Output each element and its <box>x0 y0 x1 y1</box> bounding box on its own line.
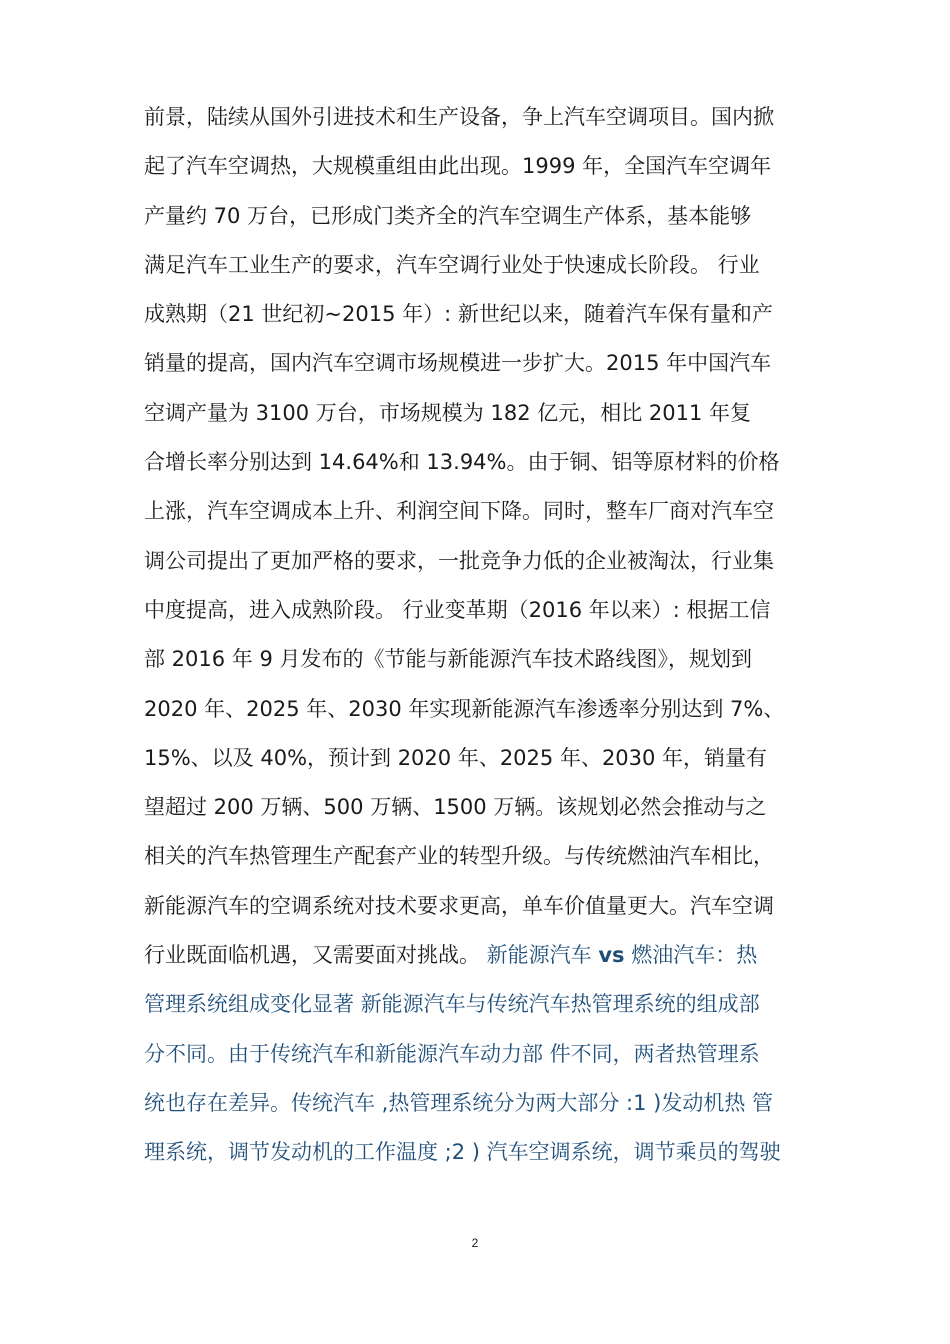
text-line: 合增长率分别达到 14.64%和 13.94%。由于铜、铝等原材料的价格 <box>144 450 780 475</box>
text-line: 相关的汽车热管理生产配套产业的转型升级。与传统燃油汽车相比， <box>144 844 774 869</box>
section-heading-vs: vs <box>598 943 625 968</box>
blue-text-line: 分不同。由于传统汽车和新能源汽车动力部 件不同，两者热管理系 <box>144 1041 760 1066</box>
blue-text-line: 统也存在差异。传统汽车 ,热管理系统分为两大部分 :1 )发动机热 管 <box>144 1090 774 1115</box>
text-line: 调公司提出了更加严格的要求，一批竞争力低的企业被淘汰，行业集 <box>144 548 774 573</box>
text-line: 成熟期（21 世纪初~2015 年）: 新世纪以来，随着汽车保有量和产 <box>144 302 773 327</box>
blue-text-line: 管理系统组成变化显著 新能源汽车与传统汽车热管理系统的组成部 <box>144 992 760 1017</box>
text-line: 前景，陆续从国外引进技术和生产设备，争上汽车空调项目。国内掀 <box>144 105 774 129</box>
blue-text-line: 理系统，调节发动机的工作温度 ;2 ) 汽车空调系统，调节乘员的驾驶 <box>144 1140 781 1165</box>
mixed-text-line <box>144 931 824 980</box>
text-line: 中度提高，进入成熟阶段。 行业变革期（2016 年以来）: 根据工信 <box>144 597 771 622</box>
text-line: 15%、以及 40%，预计到 2020 年、2025 年、2030 年，销量有 <box>144 745 768 770</box>
text-line: 满足汽车工业生产的要求，汽车空调行业处于快速成长阶段。 行业 <box>144 252 760 277</box>
text-line: 空调产量为 3100 万台，市场规模为 182 亿元，相比 2011 年复 <box>144 400 752 425</box>
text-line: 新能源汽车的空调系统对技术要求更高，单车价值量更大。汽车空调 <box>144 893 774 918</box>
body-text <box>144 93 824 1178</box>
text-line: 部 2016 年 9 月发布的《节能与新能源汽车技术路线图》，规划到 <box>144 647 753 672</box>
text-line: 2020 年、2025 年、2030 年实现新能源汽车渗透率分别达到 7%、 <box>144 696 785 721</box>
text-line: 销量的提高，国内汽车空调市场规模进一步扩大。2015 年中国汽车 <box>144 351 772 376</box>
text-line: 起了汽车空调热，大规模重组由此出现。1999 年，全国汽车空调年 <box>144 154 772 179</box>
text-segment: 行业既面临机遇，又需要面对挑战。 <box>144 943 480 968</box>
page-number: 2 <box>471 1236 479 1250</box>
text-line: 上涨，汽车空调成本上升、利润空间下降。同时，整车厂商对汽车空 <box>144 499 774 524</box>
text-line: 产量约 70 万台，已形成门类齐全的汽车空调生产体系，基本能够 <box>144 203 752 228</box>
text-line: 望超过 200 万辆、500 万辆、1500 万辆。该规划必然会推动与之 <box>144 795 767 820</box>
section-heading-part: 燃油汽车：热 <box>624 943 758 968</box>
section-heading-part: 新能源汽车 <box>480 943 599 968</box>
